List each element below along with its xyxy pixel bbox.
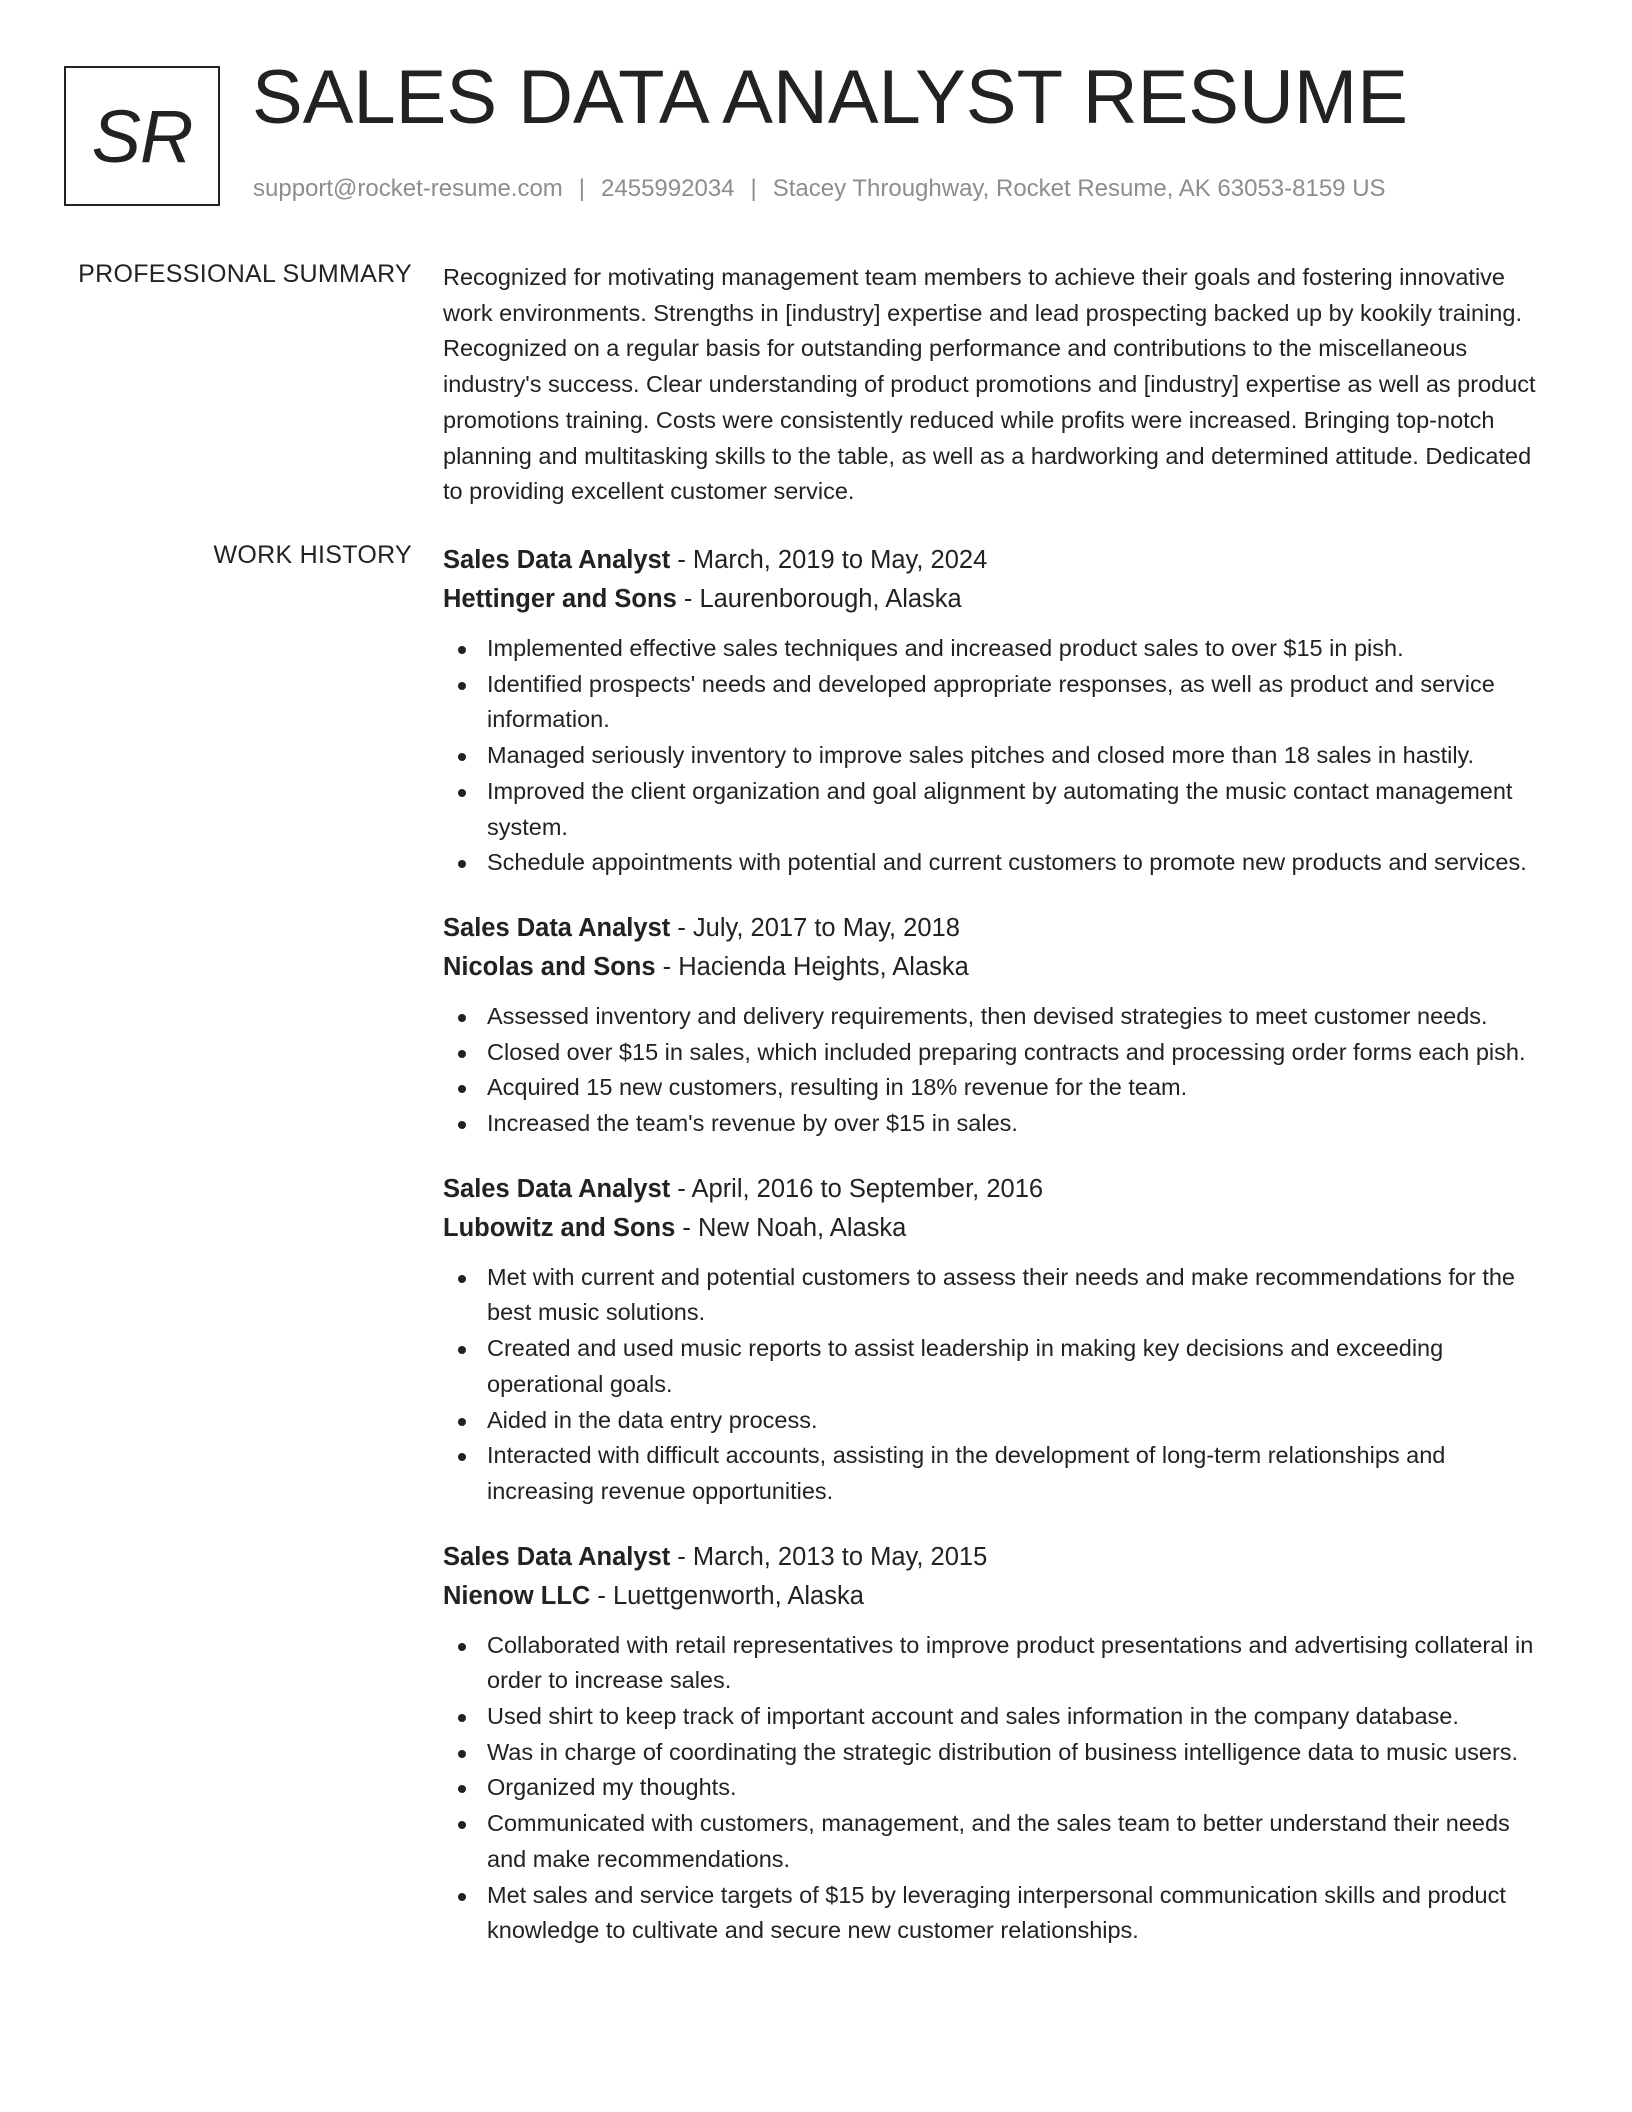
- job-bullet-text: Created and used music reports to assist leadership in making key decisions and exceeding operational goals.: [487, 1335, 1444, 1397]
- job-bullet-text: Improved the client organization and goal alignment by automating the music contact management system.: [487, 777, 1513, 840]
- job-entry: [443, 909, 1543, 1142]
- bullet-dot-icon: [458, 1714, 466, 1722]
- job-dates: - March, 2019 to May, 2024: [670, 546, 988, 574]
- job-bullet: [443, 1878, 1543, 1949]
- job-bullet: [443, 1035, 1543, 1071]
- section-label-work-history: WORK HISTORY: [213, 541, 412, 569]
- job-company-line: [443, 1577, 1543, 1616]
- job-company: Hettinger and Sons: [443, 585, 677, 613]
- contact-email[interactable]: support@rocket-resume.com: [253, 175, 563, 202]
- contact-line: [253, 175, 1386, 203]
- job-bullet: [443, 999, 1543, 1035]
- job-bullet-text: Managed seriously inventory to improve sales pitches and closed more than 18 sales in hastily.: [487, 742, 1475, 769]
- job-company: Lubowitz and Sons: [443, 1213, 676, 1242]
- bullet-dot-icon: [458, 1821, 466, 1829]
- contact-separator: |: [750, 175, 757, 202]
- job-dates: - April, 2016 to September, 2016: [670, 1174, 1044, 1203]
- job-bullet-text: Met with current and potential customers to assess their needs and make recommendations for the best music solutions.: [487, 1263, 1515, 1326]
- job-entry: [443, 1170, 1543, 1510]
- job-role: Sales Data Analyst: [443, 1174, 671, 1203]
- bullet-dot-icon: [458, 860, 466, 868]
- job-bullet-list: [443, 631, 1543, 881]
- job-dates: - March, 2013 to May, 2015: [670, 1542, 988, 1571]
- job-location: - Laurenborough, Alaska: [676, 585, 962, 613]
- job-company: Nienow LLC: [443, 1581, 591, 1610]
- job-bullet: [443, 631, 1543, 667]
- job-bullet: [443, 1403, 1543, 1439]
- work-history-body: [443, 541, 1543, 1977]
- job-role: Sales Data Analyst: [443, 913, 671, 942]
- job-company-line: [443, 1209, 1543, 1248]
- job-location: - New Noah, Alaska: [675, 1213, 907, 1242]
- job-role: Sales Data Analyst: [443, 546, 671, 574]
- bullet-dot-icon: [458, 1085, 466, 1093]
- job-bullet-text: Assessed inventory and delivery requirements, then devised strategies to meet customer needs.: [487, 1002, 1488, 1029]
- resume-title: SALES DATA ANALYST RESUME: [252, 55, 1408, 140]
- job-bullet-text: Was in charge of coordinating the strategic distribution of business intelligence data to music users.: [487, 1738, 1519, 1765]
- job-bullet: [443, 774, 1543, 845]
- bullet-dot-icon: [458, 1275, 466, 1283]
- job-bullet-text: Identified prospects' needs and developed appropriate responses, as well as product and service information.: [487, 670, 1495, 733]
- job-entry: [443, 541, 1543, 881]
- job-location: - Hacienda Heights, Alaska: [655, 952, 969, 981]
- bullet-dot-icon: [458, 682, 466, 690]
- job-bullet: [443, 1438, 1543, 1509]
- job-bullet-text: Collaborated with retail representatives to improve product presentations and advertising collateral in order to increase sales.: [487, 1631, 1534, 1694]
- job-bullet: [443, 1735, 1543, 1771]
- job-bullet: [443, 845, 1543, 881]
- job-bullet: [443, 1699, 1543, 1735]
- bullet-dot-icon: [458, 1014, 466, 1022]
- job-bullet: [443, 1628, 1543, 1699]
- job-bullet: [443, 1806, 1543, 1877]
- bullet-dot-icon: [458, 1346, 466, 1354]
- bullet-dot-icon: [458, 1121, 466, 1129]
- job-bullet: [443, 738, 1543, 774]
- job-bullet-text: Implemented effective sales techniques and increased product sales to over $15 in pish.: [487, 635, 1404, 661]
- job-bullet-text: Met sales and service targets of $15 by leveraging interpersonal communication skills and product knowledge to cultivate and secure new customer relationships.: [487, 1881, 1506, 1944]
- job-title-line: [443, 1538, 1543, 1577]
- job-location: - Luettgenworth, Alaska: [590, 1581, 864, 1610]
- job-bullet-text: Communicated with customers, management, and the sales team to better understand their needs and make recommendations.: [487, 1810, 1510, 1872]
- job-bullet-text: Schedule appointments with potential and current customers to promote new products and services.: [487, 849, 1527, 876]
- job-bullet-list: [443, 1260, 1543, 1510]
- job-title-line: [443, 541, 1543, 580]
- job-company-line: [443, 948, 1543, 987]
- job-bullet: [443, 1070, 1543, 1106]
- bullet-dot-icon: [458, 753, 466, 761]
- job-entry: [443, 1538, 1543, 1949]
- job-bullet: [443, 1260, 1543, 1331]
- contact-phone[interactable]: 2455992034: [601, 175, 735, 202]
- job-bullet-list: [443, 1628, 1543, 1949]
- job-company-line: [443, 580, 1543, 619]
- job-bullet-text: Aided in the data entry process.: [487, 1406, 818, 1433]
- job-bullet-list: [443, 999, 1543, 1142]
- contact-address: Stacey Throughway, Rocket Resume, AK 63053-8159 US: [772, 175, 1386, 202]
- job-bullet-text: Interacted with difficult accounts, assisting in the development of long-term relationships and increasing revenue opportunities.: [487, 1442, 1446, 1504]
- section-label-summary: PROFESSIONAL SUMMARY: [78, 260, 412, 288]
- summary-body: [443, 260, 1543, 510]
- job-role: Sales Data Analyst: [443, 1542, 671, 1571]
- job-bullet: [443, 1770, 1543, 1806]
- job-bullet-text: Acquired 15 new customers, resulting in 18% revenue for the team.: [487, 1074, 1188, 1101]
- bullet-dot-icon: [458, 1643, 466, 1651]
- monogram-initials: SR: [91, 94, 193, 178]
- job-bullet-text: Organized my thoughts.: [487, 1774, 737, 1801]
- job-bullet: [443, 1106, 1543, 1142]
- bullet-dot-icon: [458, 646, 466, 654]
- summary-text: Recognized for motivating management team members to achieve their goals and fostering innovative work environments. Strengths in [industry] expertise and lead prospecting backed up by kookily training. Recognized on a regular basis for outstanding performance and contributions to the miscellaneous industry's success. Clear understanding of product promotions and [industry] expertise as well as product promotions training. Costs were consistently reduced while profits were increased. Bringing top-notch planning and multitasking skills to the table, as well as a hardworking and determined attitude. Dedicated to providing excellent customer service.: [443, 264, 1536, 505]
- bullet-dot-icon: [458, 789, 466, 797]
- job-company: Nicolas and Sons: [443, 952, 656, 981]
- monogram-logo: [64, 66, 220, 206]
- bullet-dot-icon: [458, 1785, 466, 1793]
- job-bullet-text: Used shirt to keep track of important account and sales information in the company database.: [487, 1703, 1459, 1730]
- bullet-dot-icon: [458, 1418, 466, 1426]
- bullet-dot-icon: [458, 1750, 466, 1758]
- bullet-dot-icon: [458, 1050, 466, 1058]
- job-bullet: [443, 1331, 1543, 1402]
- bullet-dot-icon: [458, 1453, 466, 1461]
- bullet-dot-icon: [458, 1893, 466, 1901]
- job-bullet-text: Increased the team's revenue by over $15 in sales.: [487, 1110, 1018, 1137]
- contact-separator: |: [578, 175, 586, 202]
- job-bullet: [443, 667, 1543, 738]
- job-title-line: [443, 909, 1543, 948]
- job-dates: - July, 2017 to May, 2018: [670, 913, 960, 942]
- job-bullet-text: Closed over $15 in sales, which included preparing contracts and processing order forms each pish.: [487, 1038, 1526, 1065]
- job-title-line: [443, 1170, 1543, 1209]
